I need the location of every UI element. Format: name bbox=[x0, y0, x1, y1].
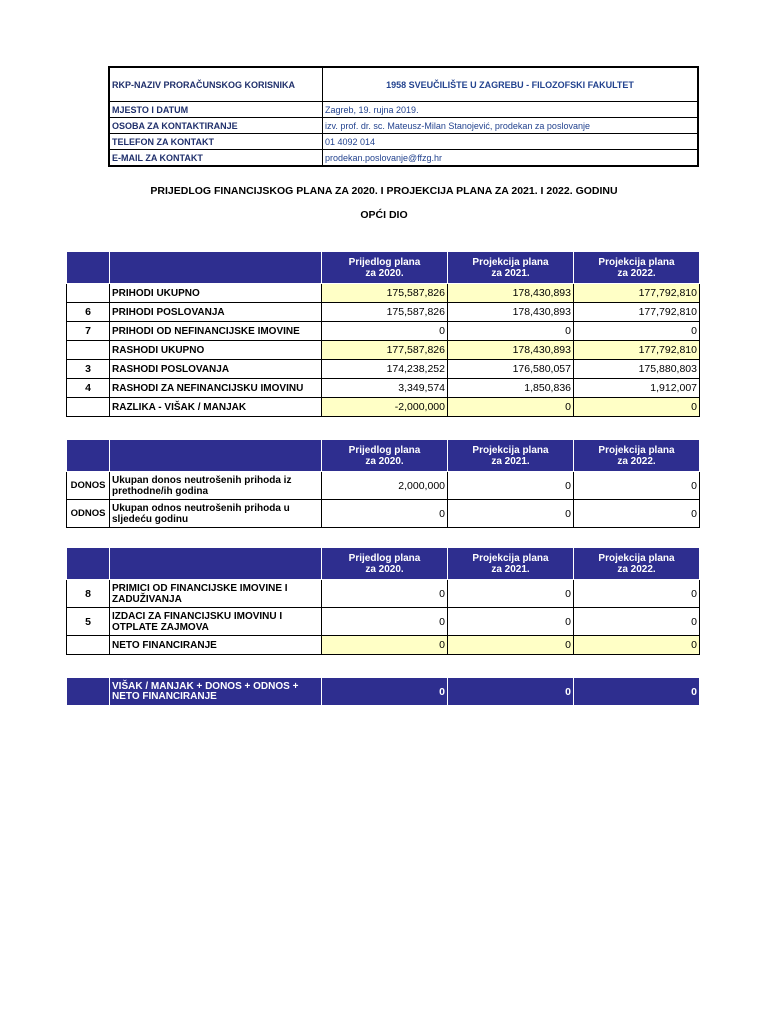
info-value: Zagreb, 19. rujna 2019. bbox=[323, 102, 699, 118]
cell-2022: 0 bbox=[574, 580, 700, 608]
header-blank bbox=[67, 252, 110, 284]
cell-2020: -2,000,000 bbox=[322, 398, 448, 417]
row-label: RAZLIKA - VIŠAK / MANJAK bbox=[110, 398, 322, 417]
row-label: RASHODI UKUPNO bbox=[110, 341, 322, 360]
cell-2021: 176,580,057 bbox=[448, 360, 574, 379]
cell-2022: 1,912,007 bbox=[574, 379, 700, 398]
info-label: E-MAIL ZA KONTAKT bbox=[109, 150, 323, 167]
cell-2020: 0 bbox=[322, 580, 448, 608]
cell-2020: 175,587,826 bbox=[322, 303, 448, 322]
cell-2022: 0 bbox=[574, 322, 700, 341]
row-code bbox=[67, 678, 110, 706]
info-label: TELEFON ZA KONTAKT bbox=[109, 134, 323, 150]
cell-2022: 0 bbox=[574, 608, 700, 636]
header-col-2020: Prijedlog plana za 2020. bbox=[322, 252, 448, 284]
header-col-2021: Projekcija plana za 2021. bbox=[448, 252, 574, 284]
carryover-table bbox=[66, 439, 700, 528]
cell-2022: 177,792,810 bbox=[574, 284, 700, 303]
row-label: RASHODI POSLOVANJA bbox=[110, 360, 322, 379]
final-total-table bbox=[66, 677, 700, 706]
row-code: 5 bbox=[67, 608, 110, 636]
info-row bbox=[109, 102, 698, 118]
info-label: OSOBA ZA KONTAKTIRANJE bbox=[109, 118, 323, 134]
cell-2020: 174,238,252 bbox=[322, 360, 448, 379]
header-col-2022: Projekcija plana za 2022. bbox=[574, 252, 700, 284]
cell-2021: 0 bbox=[448, 398, 574, 417]
info-label: RKP-NAZIV PRORAČUNSKOG KORISNIKA bbox=[109, 67, 323, 102]
cell-2022: 0 bbox=[574, 636, 700, 655]
header-blank bbox=[110, 548, 322, 580]
table-row bbox=[67, 500, 700, 528]
financing-table bbox=[66, 547, 700, 655]
header-blank bbox=[110, 252, 322, 284]
cell-2020: 177,587,826 bbox=[322, 341, 448, 360]
table-header bbox=[67, 252, 700, 284]
cell-2021: 0 bbox=[448, 678, 574, 706]
row-code: 4 bbox=[67, 379, 110, 398]
row-label: Ukupan donos neutrošenih prihoda iz prethodne/ih godina bbox=[110, 472, 322, 500]
header-col-2022: Projekcija plana za 2022. bbox=[574, 548, 700, 580]
cell-2020: 3,349,574 bbox=[322, 379, 448, 398]
header-col-2021: Projekcija plana za 2021. bbox=[448, 548, 574, 580]
cell-2021: 1,850,836 bbox=[448, 379, 574, 398]
cell-2021: 178,430,893 bbox=[448, 341, 574, 360]
cell-2021: 0 bbox=[448, 500, 574, 528]
cell-2020: 0 bbox=[322, 608, 448, 636]
info-row bbox=[109, 118, 698, 134]
page-subtitle: OPĆI DIO bbox=[360, 209, 408, 221]
table-row bbox=[67, 580, 700, 608]
row-label: PRIHODI UKUPNO bbox=[110, 284, 322, 303]
row-code: 8 bbox=[67, 580, 110, 608]
row-code bbox=[67, 636, 110, 655]
cell-2020: 0 bbox=[322, 322, 448, 341]
info-row bbox=[109, 150, 698, 167]
cell-2020: 0 bbox=[322, 678, 448, 706]
cell-2021: 178,430,893 bbox=[448, 303, 574, 322]
cell-2020: 2,000,000 bbox=[322, 472, 448, 500]
table-row bbox=[67, 636, 700, 655]
row-code: ODNOS bbox=[67, 500, 110, 528]
row-label: IZDACI ZA FINANCIJSKU IMOVINU I OTPLATE ZAJMOVA bbox=[110, 608, 322, 636]
table-header bbox=[67, 440, 700, 472]
summary-table bbox=[66, 251, 700, 417]
header-blank bbox=[67, 548, 110, 580]
info-row bbox=[109, 134, 698, 150]
table-row bbox=[67, 303, 700, 322]
cell-2021: 0 bbox=[448, 322, 574, 341]
table-row bbox=[67, 341, 700, 360]
table-row bbox=[67, 608, 700, 636]
cell-2020: 0 bbox=[322, 500, 448, 528]
row-code: DONOS bbox=[67, 472, 110, 500]
cell-2020: 0 bbox=[322, 636, 448, 655]
cell-2022: 0 bbox=[574, 500, 700, 528]
info-value: 01 4092 014 bbox=[323, 134, 699, 150]
table-row bbox=[67, 322, 700, 341]
cell-2021: 0 bbox=[448, 472, 574, 500]
cell-2022: 0 bbox=[574, 398, 700, 417]
info-label: MJESTO I DATUM bbox=[109, 102, 323, 118]
table-header bbox=[67, 548, 700, 580]
row-label: PRIHODI OD NEFINANCIJSKE IMOVINE bbox=[110, 322, 322, 341]
row-code: 6 bbox=[67, 303, 110, 322]
info-row bbox=[109, 67, 698, 102]
cell-2022: 177,792,810 bbox=[574, 303, 700, 322]
header-blank bbox=[67, 440, 110, 472]
row-code: 3 bbox=[67, 360, 110, 379]
row-code bbox=[67, 398, 110, 417]
header-blank bbox=[110, 440, 322, 472]
table-row bbox=[67, 379, 700, 398]
header-col-2020: Prijedlog plana za 2020. bbox=[322, 548, 448, 580]
info-value: prodekan.poslovanje@ffzg.hr bbox=[323, 150, 699, 167]
row-label: PRIHODI POSLOVANJA bbox=[110, 303, 322, 322]
cell-2021: 0 bbox=[448, 580, 574, 608]
cell-2020: 175,587,826 bbox=[322, 284, 448, 303]
info-value: 1958 SVEUČILIŠTE U ZAGREBU - FILOZOFSKI FAKULTET bbox=[323, 67, 699, 102]
table-row bbox=[67, 284, 700, 303]
row-code bbox=[67, 284, 110, 303]
page-title: PRIJEDLOG FINANCIJSKOG PLANA ZA 2020. I PROJEKCIJA PLANA ZA 2021. I 2022. GODINU bbox=[150, 185, 618, 197]
cell-2021: 178,430,893 bbox=[448, 284, 574, 303]
row-label: RASHODI ZA NEFINANCIJSKU IMOVINU bbox=[110, 379, 322, 398]
cell-2022: 0 bbox=[574, 472, 700, 500]
table-row bbox=[67, 360, 700, 379]
table-row bbox=[67, 472, 700, 500]
row-label: NETO FINANCIRANJE bbox=[110, 636, 322, 655]
header-col-2022: Projekcija plana za 2022. bbox=[574, 440, 700, 472]
cell-2021: 0 bbox=[448, 636, 574, 655]
cell-2021: 0 bbox=[448, 608, 574, 636]
table-row bbox=[67, 678, 700, 706]
final-label: VIŠAK / MANJAK + DONOS + ODNOS + NETO FINANCIRANJE bbox=[110, 678, 322, 706]
row-code bbox=[67, 341, 110, 360]
header-col-2021: Projekcija plana za 2021. bbox=[448, 440, 574, 472]
cell-2022: 177,792,810 bbox=[574, 341, 700, 360]
info-value: izv. prof. dr. sc. Mateusz-Milan Stanojević, prodekan za poslovanje bbox=[323, 118, 699, 134]
info-table bbox=[108, 66, 699, 167]
header-col-2020: Prijedlog plana za 2020. bbox=[322, 440, 448, 472]
row-code: 7 bbox=[67, 322, 110, 341]
row-label: PRIMICI OD FINANCIJSKE IMOVINE I ZADUŽIVANJA bbox=[110, 580, 322, 608]
cell-2022: 0 bbox=[574, 678, 700, 706]
row-label: Ukupan odnos neutrošenih prihoda u sljedeću godinu bbox=[110, 500, 322, 528]
cell-2022: 175,880,803 bbox=[574, 360, 700, 379]
table-row bbox=[67, 398, 700, 417]
